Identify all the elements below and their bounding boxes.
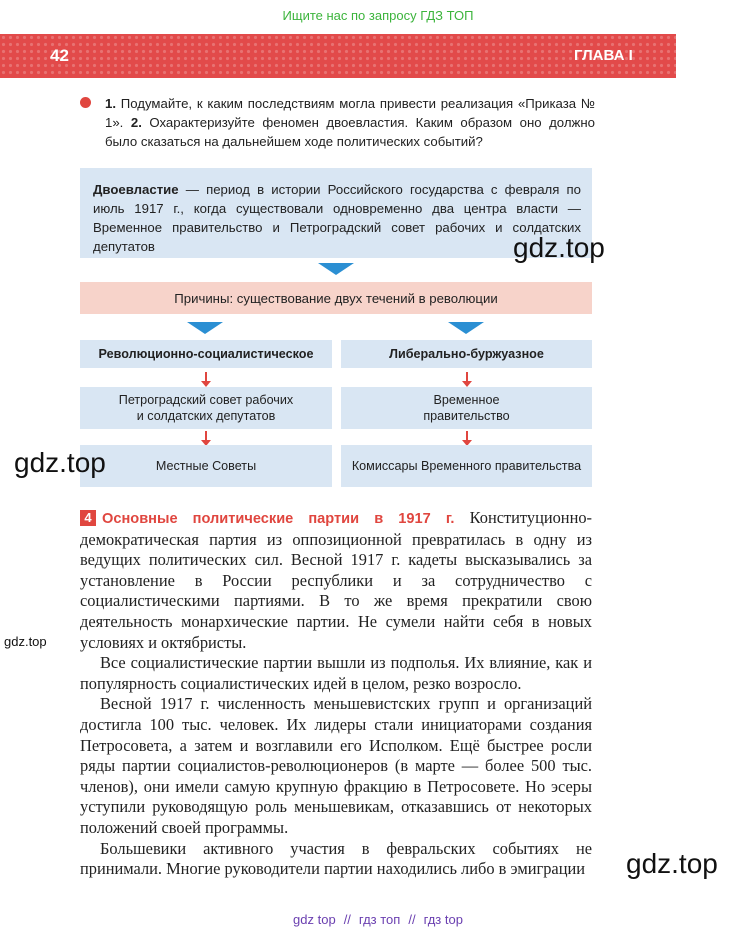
red-arrow-icon: [466, 372, 468, 384]
footer-link[interactable]: gdz top: [293, 912, 336, 927]
section-lead-text: Конституционно-демократическая партия из оппозиционной превратилась в одну из ведущих политических сил. Весной 1917 г. кадеты высказывались за установление в России республики и за сотрудничество с социалистическими партиями. В то же время прекратили свою деятельность монархические партии. Не сумели найти себя в новых условиях и октябристы.: [80, 508, 593, 652]
paragraph: Большевики активного участия в февральских событиях не принимали. Многие руководители партии находились либо в эмиграции: [80, 838, 592, 879]
arrow-down-icon: [318, 263, 354, 275]
watermark: gdz.top: [4, 634, 47, 649]
footer-link[interactable]: гдз top: [423, 912, 463, 927]
question-2-number: 2.: [130, 115, 142, 130]
question-1-number: 1.: [105, 96, 116, 111]
footer-links: [0, 912, 756, 927]
watermark: gdz.top: [513, 232, 605, 263]
definition-text: [93, 180, 581, 256]
causes-box: [80, 282, 592, 314]
definition-body: — период в истории Российского государства с февраля по июль 1917 г., когда существовали одновременно два центра власти — Временное правительство и Петроградский совет рабочих и солдатских депутатов: [93, 182, 581, 254]
question-2-text: Охарактеризуйте феномен двоевластия. Каким образом оно должно было сказаться на дальнейшем ходе политических событий?: [105, 115, 595, 149]
left-bottom-cell: Местные Советы: [80, 445, 332, 487]
watermark: gdz.top: [14, 447, 106, 478]
paragraph: [80, 508, 592, 653]
red-arrow-icon: [205, 431, 207, 443]
left-middle-cell: Петроградский совет рабочих и солдатских депутатов: [80, 387, 332, 429]
footer-separator: //: [408, 912, 416, 927]
right-middle-cell: Временное правительство: [341, 387, 592, 429]
top-search-hint[interactable]: Ищите нас по запросу ГДЗ ТОП: [282, 8, 474, 23]
footer-link[interactable]: гдз топ: [358, 912, 401, 927]
definition-term: Двоевластие: [93, 182, 179, 197]
arrow-down-right-icon: [448, 322, 484, 334]
paragraph: Все социалистические партии вышли из подполья. Их влияние, как и популярность социалистических идей в целом, резко возросло.: [80, 653, 592, 693]
questions-bullet-icon: [80, 97, 91, 108]
watermark: gdz.top: [626, 848, 718, 879]
red-arrow-icon: [466, 431, 468, 443]
left-column-header: Революционно-социалистическое: [80, 340, 332, 368]
chapter-label: ГЛАВА I: [574, 47, 633, 64]
right-column-header: Либерально-буржуазное: [341, 340, 592, 368]
page-number: 42: [50, 46, 69, 65]
question-1-text: Подумайте, к каким последствиям могла привести реализация «Приказа № 1».: [105, 96, 595, 130]
section-number-badge: 4: [80, 510, 96, 526]
main-text: [80, 508, 592, 880]
section-title: Основные политические партии в 1917 г.: [102, 511, 455, 527]
right-bottom-cell: Комиссары Временного правительства: [341, 445, 592, 487]
causes-text: Причины: существование двух течений в революции: [174, 290, 498, 306]
red-arrow-icon: [205, 372, 207, 384]
arrow-down-left-icon: [187, 322, 223, 334]
paragraph: Весной 1917 г. численность меньшевистских групп и организаций достигла 100 тыс. человек. Их лидеры стали инициаторами создания Петросовета, а затем и возглавили его Исполком. Ещё быстрее росли ряды партии социалистов-революционеров (в марте — более 500 тыс. членов), они имели самую крупную фракцию в Петросовете. Но эсеры уступили руководящую роль меньшевикам, отказавшись от некоторых положений своей программы.: [80, 694, 592, 837]
footer-separator: //: [343, 912, 351, 927]
questions-block: [105, 94, 595, 151]
